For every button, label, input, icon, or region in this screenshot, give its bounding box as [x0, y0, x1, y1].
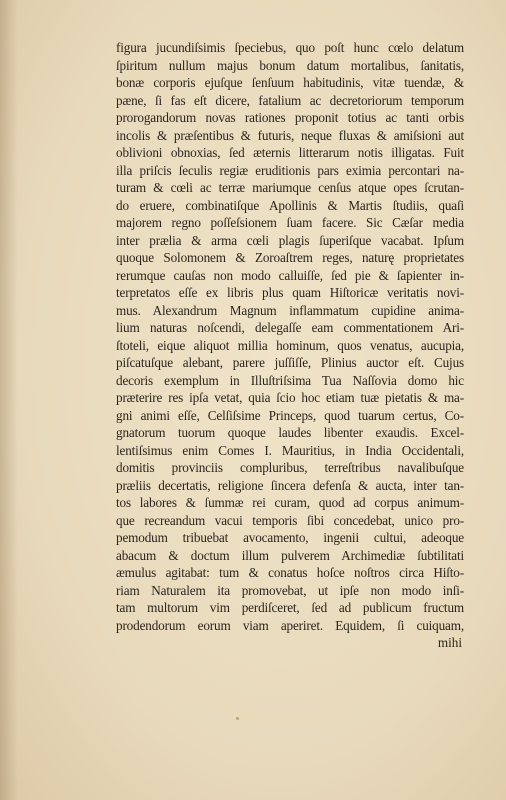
text-line: prorogandorum novas rationes proponit totius ac tanti orbis: [116, 110, 464, 125]
text-line: decoris exemplum in Illuſtriſsima Tua Naſſovia domo hic: [116, 372, 464, 388]
body-text: [116, 39, 464, 652]
paper-spot: [236, 717, 239, 720]
text-line: do eruere, combinatiſque Apollinis & Martis ſtudiis, quaſi: [116, 197, 464, 213]
text-line: majorem regno poſſeſsionem ſuam facere. Sic Cæſar media: [116, 215, 464, 230]
text-line: piſcatuſque alebant, parere juſſiſſe, Plinius auctor eſt. Cujus: [116, 355, 464, 370]
catchword: mihi: [437, 635, 462, 650]
text-line: prodendorum eorum viam aperiret. Equidem, ſi cuiquam,: [116, 617, 464, 633]
text-line: æmulus agitabat: tum & conatus hoſce noſtros circa Hiſto-: [116, 565, 464, 580]
text-line: terpretatos eſſe ex libris plus quam Hiſtoricæ veritatis novi-: [116, 285, 464, 300]
text-line: gnatorum tuorum quoque laudes libenter exaudis. Excel-: [116, 425, 464, 440]
text-line: turam & cœli ac terræ mariumque cenſus atque opes ſcrutan-: [116, 180, 464, 195]
text-line: ſpiritum nullum majus bonum datum mortalibus, ſanitatis,: [116, 57, 464, 73]
text-line: figura jucundiſsimis ſpeciebus, quo poſt hunc cœlo delatum: [116, 40, 464, 55]
text-line: præterire res ipſa vetat, quia ſcio hoc etiam tuæ pietatis & ma-: [116, 390, 464, 405]
text-line: bonæ corporis ejuſque ſenſuum habitudinis, vitæ tuendæ, &: [116, 75, 464, 90]
text-line: illa priſcis ſeculis regiæ eruditionis pars eximia percontari na-: [116, 162, 464, 178]
text-line: lentiſsimus enim Comes I. Mauritius, in India Occidentali,: [116, 442, 464, 458]
text-line: tos labores & ſummæ rei curam, quod ad corpus animum-: [116, 495, 464, 510]
text-line: rerumque cauſas non modo calluiſſe, ſed pie & ſapienter in-: [116, 267, 464, 283]
text-line: quoque Solomonem & Zoroaſtrem reges, naturę proprietates: [116, 250, 464, 265]
text-line: riam Naturalem ita promovebat, ut ipſe non modo inſi-: [116, 582, 464, 598]
text-line: præliis decertatis, religione ſincera defenſa & aucta, inter tan-: [116, 477, 464, 493]
text-line: incolis & præſentibus & futuris, neque fluxas & amiſsioni aut: [116, 127, 464, 143]
text-line: lium naturas noſcendi, delegaſſe eam commentationem Ari-: [116, 320, 464, 335]
text-line: ſtoteli, eique aliquot millia hominum, quos venatus, aucupia,: [116, 337, 464, 353]
text-line: gni animi eſſe, Celſiſsime Princeps, quod tuarum certus, Co-: [116, 407, 464, 423]
text-line: inter prælia & arma cœli plagis ſuperiſque vacabat. Ipſum: [116, 232, 464, 248]
text-line: abacum & doctum illum pulverem Archimediæ ſubtilitati: [116, 547, 464, 563]
binding-shadow: [0, 0, 18, 800]
text-line: tam multorum vim perdiſceret, ſed ad publicum fructum: [116, 600, 464, 615]
text-line: mus. Alexandrum Magnum inflammatum cupidine anima-: [116, 302, 464, 318]
text-line: domitis provinciis compluribus, terreſtribus navalibuſque: [116, 460, 464, 475]
text-line: que recreandum vacui temporis ſibi concedebat, unico pro-: [116, 512, 464, 528]
text-line: oblivioni obnoxias, ſed æternis litterarum notis illigatas. Fuit: [116, 145, 464, 160]
text-line: pæne, ſi fas eſt dicere, fatalium ac decretoriorum temporum: [116, 92, 464, 108]
text-line: pemodum tribuebat avocamento, ingenii cultui, adeoque: [116, 530, 464, 545]
